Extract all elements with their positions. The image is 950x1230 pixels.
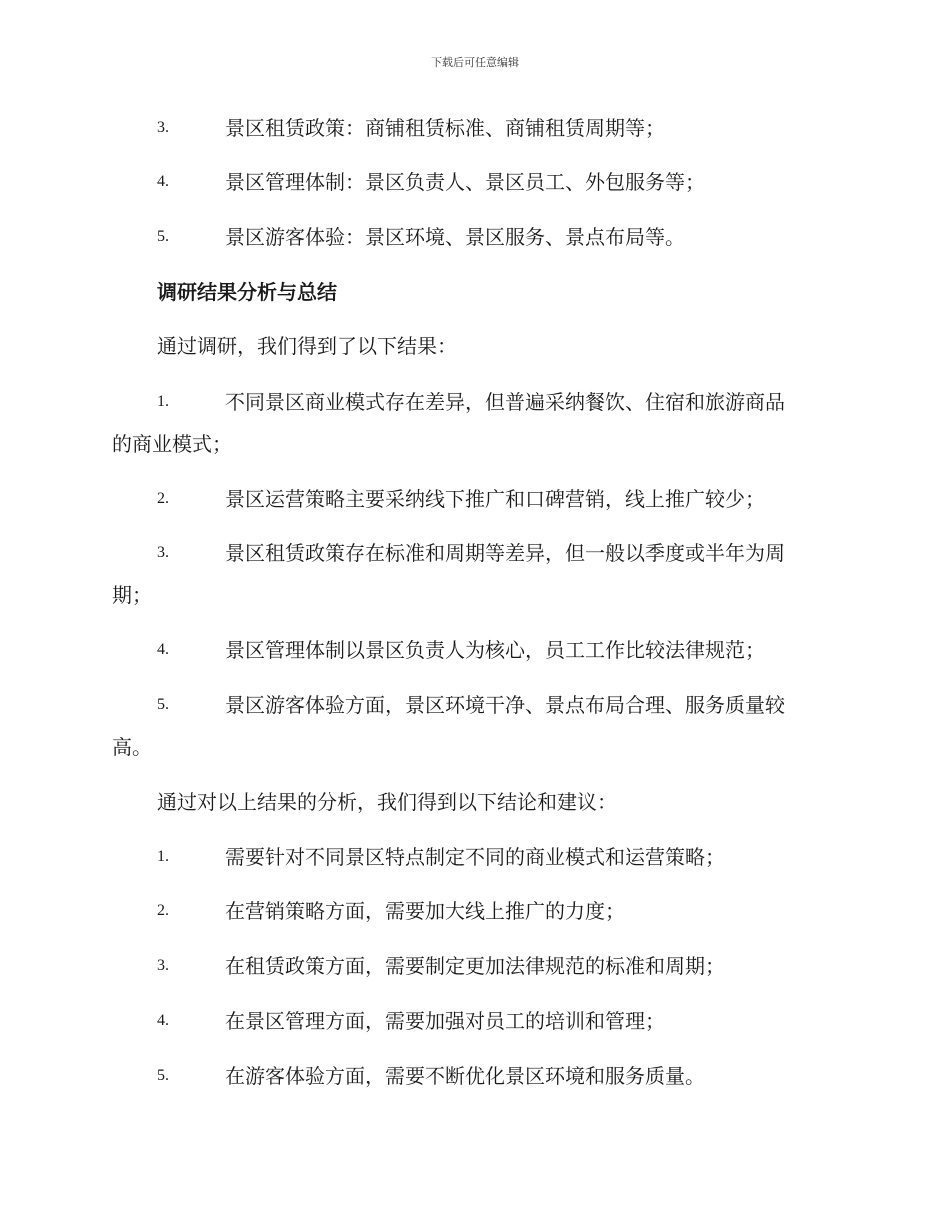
list-number: 5. xyxy=(157,1067,169,1084)
intro-paragraph: 通过对以上结果的分析，我们得到以下结论和建议： xyxy=(157,790,617,814)
list-text: 景区运营策略主要采纳线下推广和口碑营销，线上推广较少； xyxy=(225,487,765,511)
list-number: 2. xyxy=(157,902,169,919)
list-number: 4. xyxy=(157,173,169,190)
page-header: 下载后可任意编辑 xyxy=(431,56,519,69)
list-number: 5. xyxy=(157,696,169,713)
list-text: 在营销策略方面，需要加大线上推广的力度； xyxy=(225,899,625,923)
list-text: 景区租赁政策：商铺租赁标准、商铺租赁周期等； xyxy=(225,116,665,140)
list-number: 4. xyxy=(157,1012,169,1029)
intro-paragraph: 通过调研，我们得到了以下结果： xyxy=(157,334,457,358)
list-number: 1. xyxy=(157,848,169,865)
list-text: 景区租赁政策存在标准和周期等差异，但一般以季度或半年为周 xyxy=(225,541,785,565)
list-text: 在租赁政策方面，需要制定更加法律规范的标准和周期； xyxy=(225,954,725,978)
list-text: 景区管理体制以景区负责人为核心，员工工作比较法律规范； xyxy=(225,638,765,662)
list-text: 需要针对不同景区特点制定不同的商业模式和运营策略； xyxy=(225,845,725,869)
list-number: 5. xyxy=(157,228,169,245)
list-text: 在游客体验方面，需要不断优化景区环境和服务质量。 xyxy=(225,1064,705,1088)
list-text-continuation: 期； xyxy=(112,583,152,607)
list-text: 在景区管理方面，需要加强对员工的培训和管理； xyxy=(225,1009,665,1033)
list-text: 不同景区商业模式存在差异，但普遍采纳餐饮、住宿和旅游商品 xyxy=(225,390,785,414)
list-number: 4. xyxy=(157,641,169,658)
list-text-continuation: 的商业模式； xyxy=(112,432,232,456)
section-heading: 调研结果分析与总结 xyxy=(157,280,337,304)
list-text-continuation: 高。 xyxy=(112,735,152,759)
list-number: 3. xyxy=(157,544,169,561)
list-text: 景区管理体制：景区负责人、景区员工、外包服务等； xyxy=(225,170,705,194)
list-number: 1. xyxy=(157,393,169,410)
list-text: 景区游客体验方面，景区环境干净、景点布局合理、服务质量较 xyxy=(225,693,785,717)
list-number: 3. xyxy=(157,957,169,974)
list-number: 2. xyxy=(157,490,169,507)
list-text: 景区游客体验：景区环境、景区服务、景点布局等。 xyxy=(225,225,685,249)
list-number: 3. xyxy=(157,119,169,136)
